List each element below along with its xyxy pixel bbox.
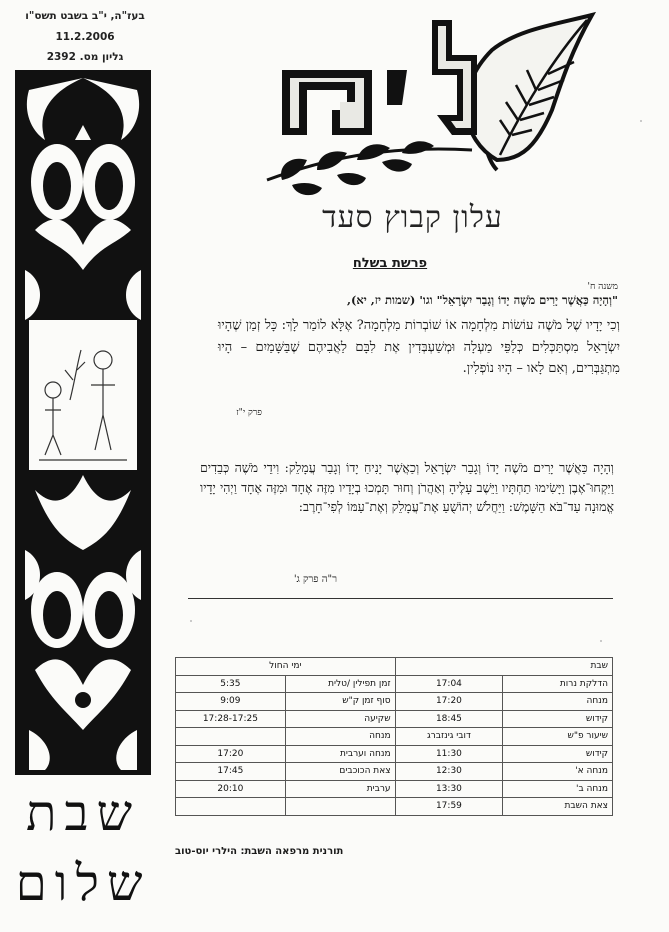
weekday-label-cell: שקיעה xyxy=(285,710,395,728)
parasha-title: פרשת בשלח xyxy=(352,256,428,271)
shabbat-time-cell: 17:04 xyxy=(395,675,503,693)
leaf-icon xyxy=(466,15,592,170)
weekday-time-cell xyxy=(176,728,286,746)
shabbat-time-cell: 18:45 xyxy=(395,710,503,728)
table-row xyxy=(176,693,613,711)
header-issue-number: גליון מס. 2392 xyxy=(46,51,124,63)
verse-source: ר"ה פרק ג' xyxy=(293,574,337,585)
weekday-label-cell: מנחה וערבית xyxy=(285,745,395,763)
header-date-gregorian: 11.2.2006 xyxy=(55,31,115,43)
weekday-time-cell: 5:35 xyxy=(176,675,286,693)
scan-speck xyxy=(190,620,192,622)
weekday-time-cell: 9:09 xyxy=(176,693,286,711)
weekday-label-cell: מנחה xyxy=(285,728,395,746)
mishna-quote: "וְהָיָה כַּאֲשֶׁר יָרִים מֹשֶׁה יָדוֹ וְגָבַר יִשְׂרָאֵל" וגו' (שמות יז, יא), xyxy=(346,293,618,307)
table-row xyxy=(176,763,613,781)
shabbat-header: שבת xyxy=(395,658,612,676)
scan-speck xyxy=(640,120,642,122)
logo-lettering xyxy=(267,20,477,140)
shabbat-time-cell: 12:30 xyxy=(395,763,503,781)
sidebar-shabbat-text: שבת xyxy=(26,784,140,842)
weekday-label-cell: סוף זמן ק"ש xyxy=(285,693,395,711)
weekday-time-cell xyxy=(176,798,286,816)
pomegranate-ornament-image xyxy=(15,70,151,775)
shabbat-time-cell: 11:30 xyxy=(395,745,503,763)
table-row xyxy=(176,710,613,728)
section-divider xyxy=(188,598,613,599)
shabbat-label-cell: הדלקת נרות xyxy=(503,675,613,693)
shabbat-label-cell: מנחה ב' xyxy=(503,780,613,798)
mishna-label: משנה ח' xyxy=(587,282,618,292)
sidebar-shalom-text: שלום xyxy=(15,854,151,912)
shabbat-label-cell: שיעור פ"ש xyxy=(503,728,613,746)
torah-verse: וְהָיָה כַּאֲשֶׁר יָרִים מֹשֶׁה יָדוֹ וְגָבַר יִשְׂרָאֵל וְכַאֲשֶׁר יָנִיחַ יָדוֹ וְגָבַר עֲמָלֵק: וִידֵי מֹשֶׁה כְּבֵדִים וַיִּקְחוּ־אֶבֶן וַיָּשִׂימוּ תַחְתָּיו וַיֵּשֶׁב עָלֶיהָ וְאַהֲרֹן וְחוּר תָּמְכוּ בְיָדָיו מִזֶּה אֶחָד וּמִזֶּה אֶחָד וַיְהִי יָדָיו אֱמוּנָה עַד־בֹּא הַשָּׁמֶשׁ: וַיַּחֲלֹשׁ יְהוֹשֻׁעַ אֶת־עֲמָלֵק וְאֶת־עַמּוֹ לְפִי־חָרֶב: xyxy=(200,460,614,514)
shabbat-label-cell: מנחה א' xyxy=(503,763,613,781)
prayer-times-table xyxy=(175,657,613,816)
shabbat-label-cell: צאת השבת xyxy=(503,798,613,816)
masthead-logo xyxy=(262,10,602,198)
shabbat-time-cell: 13:30 xyxy=(395,780,503,798)
newsletter-subtitle: עלון קבוץ סעד xyxy=(322,200,503,235)
scan-speck xyxy=(600,640,602,642)
shabbat-label-cell: קידוש xyxy=(503,745,613,763)
weekday-label-cell: זמן תפילין /טלית xyxy=(285,675,395,693)
table-row xyxy=(176,780,613,798)
table-row xyxy=(176,675,613,693)
weekday-time-cell: 17:20 xyxy=(176,745,286,763)
table-row xyxy=(176,798,613,816)
weekday-label-cell: צאת הכוכבים xyxy=(285,763,395,781)
table-header-row xyxy=(176,658,613,676)
weekday-time-cell: 17:28-17:25 xyxy=(176,710,286,728)
table-row xyxy=(176,728,613,746)
shabbat-label-cell: קידוש xyxy=(503,710,613,728)
weekday-time-cell: 17:45 xyxy=(176,763,286,781)
clinic-duty-note: תורנית מרפאה השבת: הילרי יוס-טוב xyxy=(175,846,344,857)
table-row xyxy=(176,745,613,763)
weekday-label-cell: ערבית xyxy=(285,780,395,798)
weekday-label-cell xyxy=(285,798,395,816)
shabbat-label-cell: מנחה xyxy=(503,693,613,711)
mishna-body: וְכִי יָדָיו שֶׁל מֹשֶׁה עוֹשׂוֹת מִלְחָמָה אוֹ שׁוֹבְרוֹת מִלְחָמָה? אֶלָּא לוֹמַר לָךְ: כָּל זְמַן שֶׁהָיוּ יִשְׂרָאֵל מִסְתַּכְּלִים כְּלַפֵּי מַעְלָה וּמְשַׁעְבְּדִין אֶת לִבָּם לַאֲבִיהֶם שֶׁבַּשָּׁמַיִם – הָיוּ מִתְגַּבְּרִים, וְאִם לָאו – הָיוּ נוֹפְלִין. xyxy=(218,318,620,376)
shabbat-time-cell: 17:20 xyxy=(395,693,503,711)
weekdays-header: ימי החול xyxy=(176,658,396,676)
weekday-time-cell: 20:10 xyxy=(176,780,286,798)
header-date-hebrew: בעז"ה, י"ב בשבט תשס"ו xyxy=(25,10,145,22)
shabbat-time-cell: דובי גינזברג xyxy=(395,728,503,746)
shabbat-time-cell: 17:59 xyxy=(395,798,503,816)
perek-label: פרק י"ז xyxy=(236,408,262,418)
